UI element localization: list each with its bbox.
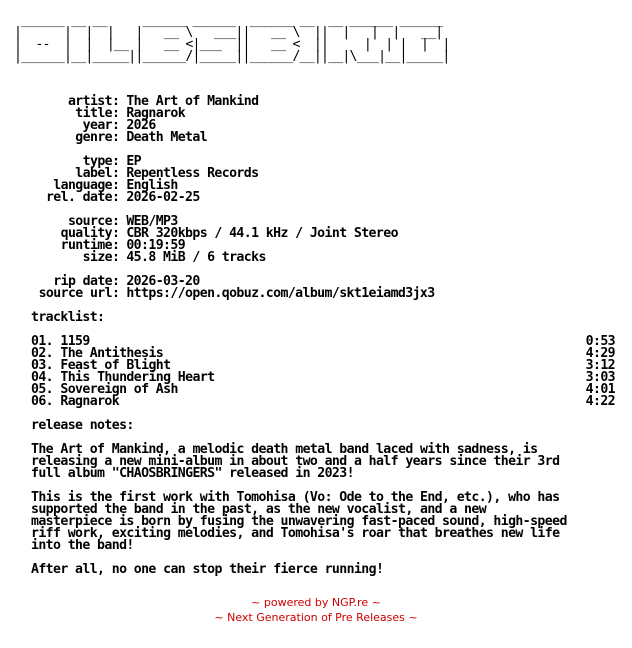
track-duration: 4:29 bbox=[585, 346, 615, 361]
track-title: 04. This Thundering Heart bbox=[31, 370, 215, 385]
meta-value: English bbox=[126, 178, 178, 193]
meta-value: EP bbox=[126, 154, 142, 169]
meta-quality: quality: CBR 320kbps / 44.1 kHz / Joint Stereo bbox=[0, 228, 435, 240]
meta-rel-date: rel. date: 2026-02-25 bbox=[0, 192, 435, 204]
notes-paragraph: This is the first work with Tomohisa (Vo: Ode to the End, etc.), who has supported the band in the past, as the new vocalist, and a new masterpiece is born by fusing the unwavering fast-paced sound, high-speed riff work, exciting melodies, and Tomohisa's roar that breathes new life into the band! bbox=[31, 490, 567, 553]
meta-key: runtime bbox=[60, 238, 112, 253]
meta-runtime: runtime: 00:19:59 bbox=[0, 240, 435, 252]
meta-source-url: source url: https://open.qobuz.com/album/skt1eiamd3jx3 bbox=[0, 288, 435, 300]
meta-value: 2026-02-25 bbox=[126, 190, 200, 205]
meta-key: label bbox=[75, 166, 112, 181]
meta-key: artist bbox=[67, 94, 112, 109]
meta-key: rel. date bbox=[45, 190, 112, 205]
release-notes-heading: release notes: bbox=[31, 418, 134, 433]
meta-value: 45.8 MiB / 6 tracks bbox=[126, 250, 266, 265]
track-title: 02. The Antithesis bbox=[31, 346, 164, 361]
ascii-logo bbox=[14, 15, 450, 63]
track-title: 05. Sovereign of Ash bbox=[31, 382, 178, 397]
meta-size: size: 45.8 MiB / 6 tracks bbox=[0, 252, 435, 264]
meta-label: label: Repentless Records bbox=[0, 168, 435, 180]
track-duration: 0:53 bbox=[585, 334, 615, 349]
meta-title: title: Ragnarok bbox=[0, 108, 435, 120]
meta-value: 2026 bbox=[126, 118, 156, 133]
meta-key: size bbox=[82, 250, 112, 265]
meta-key: rip date bbox=[53, 274, 112, 289]
logo-line: ______ __ __ ______ ______ ______ __ __ ______ ______ bbox=[14, 13, 450, 28]
release-metadata bbox=[0, 96, 435, 300]
meta-key: type bbox=[82, 154, 112, 169]
meta-key: genre bbox=[75, 130, 112, 145]
meta-artist: artist: The Art of Mankind bbox=[0, 96, 435, 108]
logo-line: | | | | | __ \ ___|| __ \ || | | | __| bbox=[14, 25, 443, 40]
meta-type: type: EP bbox=[0, 156, 435, 168]
meta-year: year: 2026 bbox=[0, 120, 435, 132]
meta-key: source url bbox=[38, 286, 112, 301]
meta-value: Repentless Records bbox=[126, 166, 259, 181]
meta-key: title bbox=[75, 106, 112, 121]
meta-value: WEB/MP3 bbox=[126, 214, 178, 229]
track-title: 03. Feast of Blight bbox=[31, 358, 171, 373]
track-title: 01. 1159 bbox=[31, 334, 90, 349]
footer-powered-by[interactable]: ~ powered by NGP.re ~ bbox=[251, 596, 381, 609]
track-duration: 3:03 bbox=[585, 370, 615, 385]
meta-value: Death Metal bbox=[126, 130, 208, 145]
meta-key: year bbox=[82, 118, 112, 133]
blank-line bbox=[0, 144, 435, 156]
meta-source: source: WEB/MP3 bbox=[0, 216, 435, 228]
track-duration: 3:12 bbox=[585, 358, 615, 373]
notes-paragraph: After all, no one can stop their fierce running! bbox=[31, 562, 384, 577]
meta-key: quality bbox=[60, 226, 112, 241]
source-url-link[interactable]: https://open.qobuz.com/album/skt1eiamd3jx3 bbox=[126, 286, 435, 301]
track-title: 06. Ragnarok bbox=[31, 394, 120, 409]
meta-value: 2026-03-20 bbox=[126, 274, 200, 289]
meta-value: 00:19:59 bbox=[126, 238, 186, 253]
track-duration: 4:22 bbox=[585, 394, 615, 409]
logo-line: | -- | | |__ | __ <|___ || __ < || | | | | | bbox=[14, 37, 450, 52]
track-duration: 4:01 bbox=[585, 382, 615, 397]
meta-key: source bbox=[67, 214, 112, 229]
logo-line: |______|__|_____||______/|_____||______/__||__|\___|__|_____| bbox=[14, 49, 450, 64]
notes-paragraph: The Art of Mankind, a melodic death metal band laced with sadness, is releasing a new mini-album in about two and a half years since their 3rd full album "CHAOSBRINGERS" released in 2023! bbox=[31, 442, 560, 481]
meta-genre: genre: Death Metal bbox=[0, 132, 435, 144]
meta-value: Ragnarok bbox=[126, 106, 186, 121]
meta-key: language bbox=[53, 178, 112, 193]
meta-rip-date: rip date: 2026-03-20 bbox=[0, 276, 435, 288]
meta-value: CBR 320kbps / 44.1 kHz / Joint Stereo bbox=[126, 226, 398, 241]
tracklist-heading: tracklist: bbox=[31, 310, 105, 325]
meta-language: language: English bbox=[0, 180, 435, 192]
track-row bbox=[31, 396, 615, 408]
footer-tagline: ~ Next Generation of Pre Releases ~ bbox=[214, 611, 418, 624]
meta-value: The Art of Mankind bbox=[126, 94, 259, 109]
blank-line bbox=[0, 204, 435, 216]
